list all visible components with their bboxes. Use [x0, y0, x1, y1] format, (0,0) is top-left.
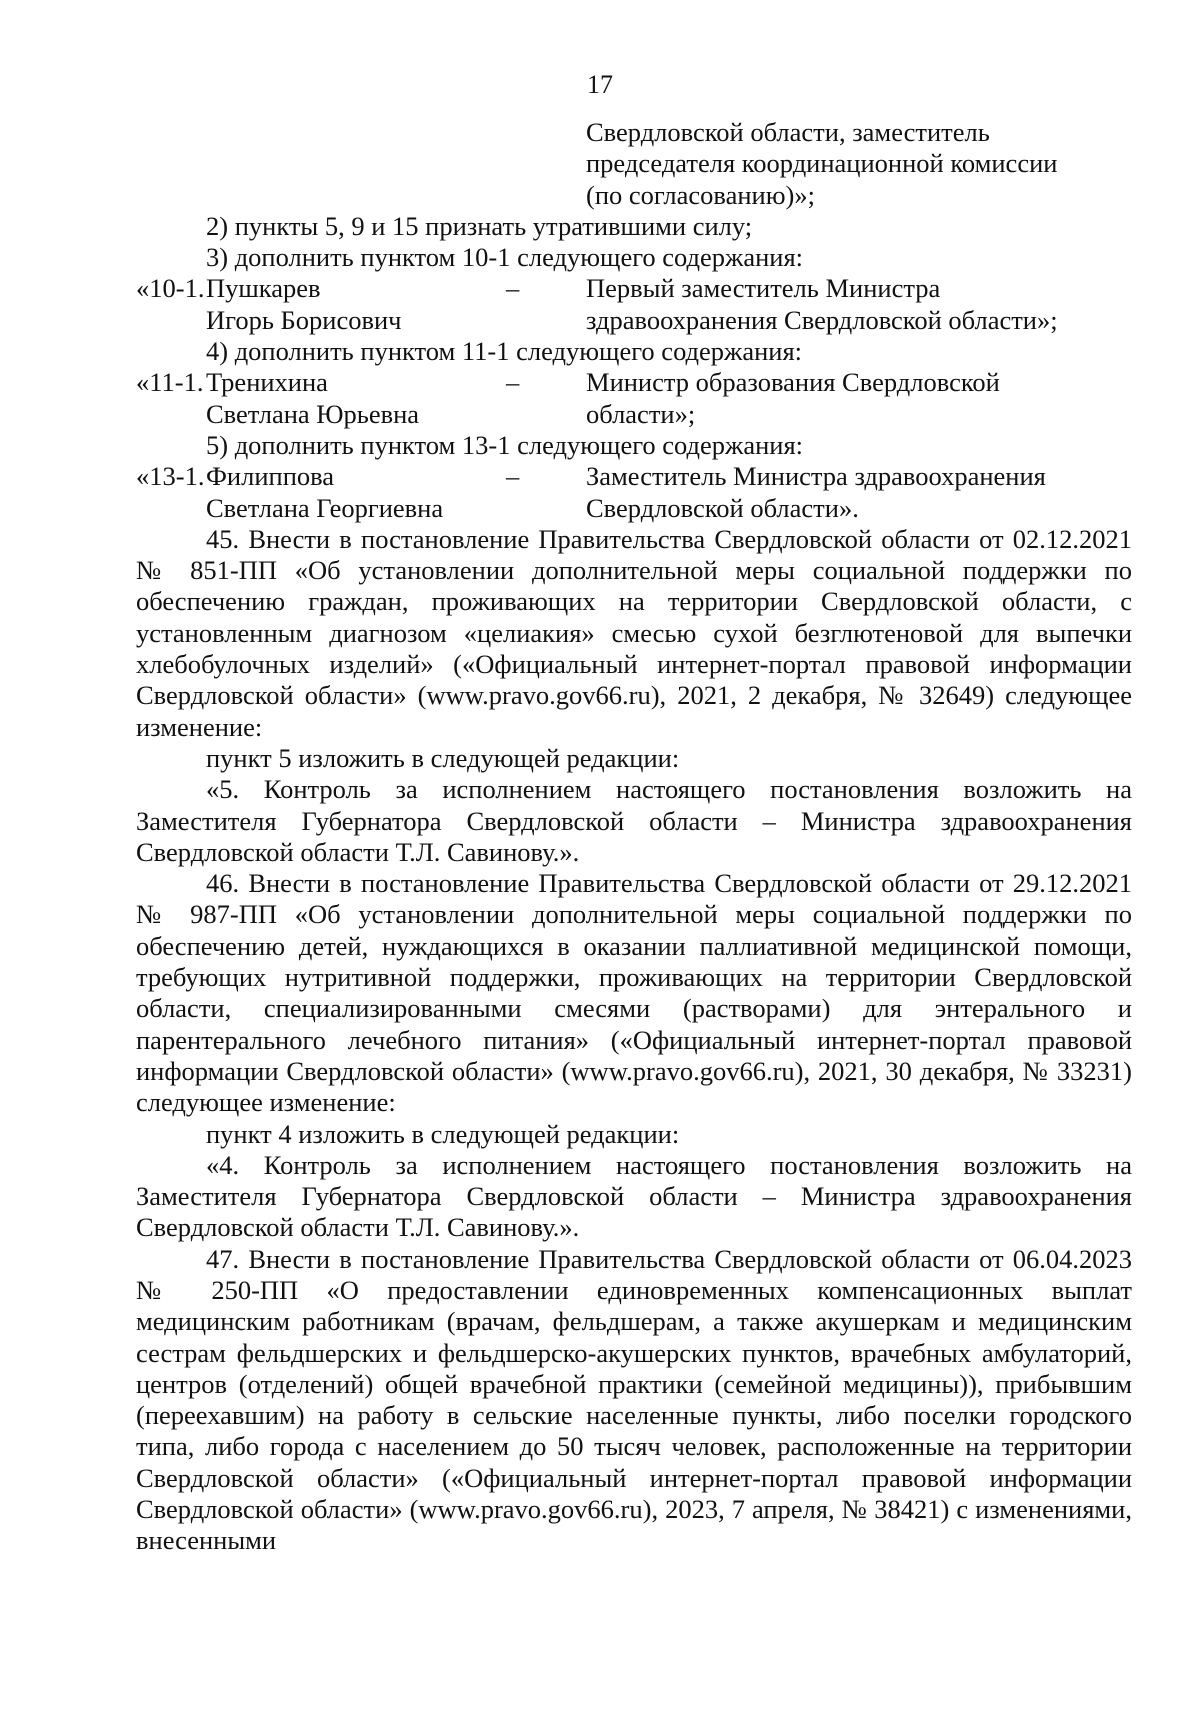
document-body: [136, 117, 1132, 1557]
paragraph-45-quote: «5. Контроль за исполнением настоящего постановления возложить на Заместителя Губернатора Свердловской области – Министра здравоохранения Свердловской области Т.Л. Савинову.».: [136, 774, 1132, 867]
member-role: Министр образования Свердловской: [586, 367, 1000, 398]
text-line: Свердловской области, заместитель: [586, 117, 990, 147]
appointment-continuation: [586, 117, 1132, 211]
member-dash: –: [506, 461, 520, 492]
paragraph-46: 46. Внести в постановление Правительства Свердловской области от 29.12.2021 № 987-ПП «Об установлении дополнительной меры социальной поддержки по обеспечению детей, нуждающихся в оказании паллиативной медицинской помощи, требующих нутритивной поддержки, проживающих на территории Свердловской области, специализированными смесями (растворами) для энтерального и парентерального лечебного питания» («Официальный интернет-портал правовой информации Свердловской области» (www.pravo.gov66.ru), 2021, 30 декабря, № 33231) следующее изменение:: [136, 868, 1132, 1118]
member-dash: –: [506, 273, 520, 304]
paragraph-45: 45. Внести в постановление Правительства Свердловской области от 02.12.2021 № 851-ПП «Об установлении дополнительной меры социальной поддержки по обеспечению граждан, проживающих на территории Свердловской области, с установленным диагнозом «целиакия» смесью сухой безглютеновой для выпечки хлебобулочных изделий» («Официальный интернет-портал правовой информации Свердловской области» (www.pravo.gov66.ru), 2021, 2 декабря, № 32649) следующее изменение:: [136, 523, 1132, 742]
member-entry-11-1: [136, 367, 1132, 430]
member-role: Заместитель Министра здравоохранения: [586, 461, 1046, 492]
member-first-names: Светлана Юрьевна: [206, 398, 420, 429]
page-number: 17: [587, 70, 613, 99]
member-dash: –: [506, 367, 520, 398]
text-line: председателя координационной комиссии: [586, 148, 1058, 179]
member-first-names: Светлана Георгиевна: [206, 492, 444, 523]
member-surname: Тренихина: [206, 367, 328, 398]
member-role-cont: Свердловской области».: [586, 492, 859, 523]
member-number: «13-1.: [136, 461, 205, 492]
paragraph-45-sub: пункт 5 изложить в следующей редакции:: [206, 742, 680, 773]
member-surname: Филиппова: [206, 461, 335, 492]
paragraph-47: 47. Внести в постановление Правительства Свердловской области от 06.04.2023 № 250-ПП «О предоставлении единовременных компенсационных выплат медицинским работникам (врачам, фельдшерам, а также акушеркам и медицинским сестрам фельдшерских и фельдшерско-акушерских пунктов, врачебных амбулаторий, центров (отделений) общей врачебной практики (семейной медицины)), прибывшим (переехавшим) на работу в сельские населенные пункты, либо поселки городского типа, либо города с населением до 50 тысяч человек, расположенные на территории Свердловской области» («Официальный интернет-портал правовой информации Свердловской области» (www.pravo.gov66.ru), 2023, 7 апреля, № 38421) с изменениями, внесенными: [136, 1243, 1132, 1556]
member-number: «10-1.: [136, 273, 205, 304]
paragraph-46-sub: пункт 4 изложить в следующей редакции:: [206, 1118, 680, 1149]
member-number: «11-1.: [136, 367, 204, 398]
paragraph-46-quote: «4. Контроль за исполнением настоящего постановления возложить на Заместителя Губернатора Свердловской области – Министра здравоохранения Свердловской области Т.Л. Савинову.».: [136, 1149, 1132, 1243]
member-role-cont: здравоохранения Свердловской области»;: [586, 304, 1058, 335]
member-first-names: Игорь Борисович: [206, 304, 402, 335]
list-item-4: 4) дополнить пунктом 11-1 следующего содержания:: [206, 336, 803, 367]
member-entry-10-1: [136, 273, 1132, 336]
member-role-cont: области»;: [586, 398, 696, 429]
list-item-5: 5) дополнить пунктом 13-1 следующего содержания:: [206, 429, 804, 460]
list-item-2: 2) пункты 5, 9 и 15 признать утратившими силу;: [206, 210, 753, 241]
member-entry-13-1: [136, 461, 1132, 524]
list-item-3: 3) дополнить пунктом 10-1 следующего содержания:: [206, 242, 804, 273]
member-role: Первый заместитель Министра: [586, 273, 941, 304]
text-line: (по согласованию)»;: [586, 179, 815, 210]
member-surname: Пушкарев: [206, 273, 321, 304]
